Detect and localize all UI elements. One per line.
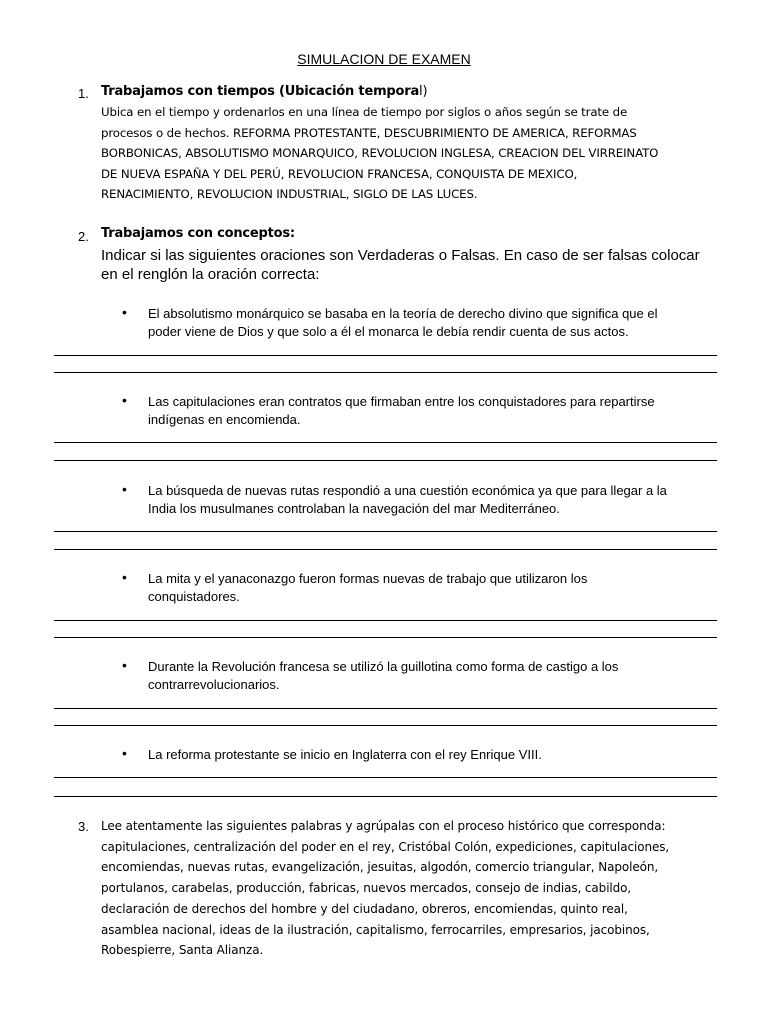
- bullet-icon: •: [122, 304, 127, 320]
- section-2-heading: Trabajamos con conceptos:: [101, 226, 295, 241]
- statement-line: La mita y el yanaconazgo fueron formas nuevas de trabajo que utilizaron los: [148, 571, 588, 586]
- section-3-body: [101, 816, 726, 961]
- answer-line[interactable]: [54, 355, 717, 356]
- answer-line[interactable]: [54, 549, 717, 550]
- statement-6: [148, 746, 718, 764]
- statement-line: Las capitulaciones eran contratos que firmaban entre los conquistadores para repartirse: [148, 394, 655, 409]
- answer-line[interactable]: [54, 637, 717, 638]
- statement-2: [148, 393, 718, 429]
- bullet-icon: •: [122, 657, 127, 673]
- answer-line[interactable]: [54, 708, 717, 709]
- section-1-line: DE NUEVA ESPAÑA Y DEL PERÚ, REVOLUCION FRANCESA, CONQUISTA DE MEXICO,: [101, 166, 578, 181]
- section-1-line: RENACIMIENTO, REVOLUCION INDUSTRIAL, SIGLO DE LAS LUCES.: [101, 187, 478, 202]
- page-title: SIMULACION DE EXAMEN: [297, 51, 471, 67]
- section-1-number: 1.: [78, 86, 89, 101]
- section-3-line: Robespierre, Santa Alianza.: [101, 943, 264, 958]
- section-2-instruction-line: Indicar si las siguientes oraciones son Verdaderas o Falsas. En caso de ser falsas colocar: [101, 247, 700, 264]
- section-1-line: BORBONICAS, ABSOLUTISMO MONARQUICO, REVOLUCION INGLESA, CREACION DEL VIRREINATO: [101, 146, 659, 161]
- bullet-icon: •: [122, 481, 127, 497]
- section-3-line: Lee atentamente las siguientes palabras y agrúpalas con el proceso histórico que corresponda:: [101, 819, 666, 833]
- section-2-instructions: [101, 246, 731, 284]
- bullet-icon: •: [122, 392, 127, 408]
- statement-line: indígenas en encomienda.: [148, 412, 301, 427]
- statement-line: La reforma protestante se inicio en Inglaterra con el rey Enrique VIII.: [148, 747, 542, 762]
- section-3-line: capitulaciones, centralización del poder en el rey, Cristóbal Colón, expediciones, capitulaciones,: [101, 839, 670, 854]
- section-2-number: 2.: [78, 229, 89, 244]
- section-3-line: asamblea nacional, ideas de la ilustración, capitalismo, ferrocarriles, empresarios, jacobinos,: [101, 922, 650, 937]
- answer-line[interactable]: [54, 531, 717, 532]
- section-2-instruction-line: en el renglón la oración correcta:: [101, 266, 320, 283]
- answer-line[interactable]: [54, 777, 717, 778]
- statement-3: [148, 482, 718, 518]
- section-3-line: portulanos, carabelas, producción, fabricas, nuevos mercados, consejo de indias, cabildo,: [101, 881, 632, 896]
- answer-line[interactable]: [54, 442, 717, 443]
- section-3-line: declaración de derechos del hombre y del ciudadano, obreros, encomiendas, quinto real,: [101, 901, 628, 916]
- statement-line: India los musulmanes controlaban la navegación del mar Mediterráneo.: [148, 501, 560, 516]
- section-1-heading: [101, 84, 427, 99]
- statement-4: [148, 570, 718, 606]
- statement-line: Durante la Revolución francesa se utilizó la guillotina como forma de castigo a los: [148, 659, 619, 674]
- section-3-line: encomiendas, nuevas rutas, evangelización, jesuitas, algodón, comercio triangular, Napoleón,: [101, 860, 659, 875]
- answer-line[interactable]: [54, 460, 717, 461]
- statement-5: [148, 658, 718, 694]
- answer-line[interactable]: [54, 620, 717, 621]
- statement-line: poder viene de Dios y que solo a él el monarca le debía rendir cuenta de sus actos.: [148, 324, 629, 339]
- answer-line[interactable]: [54, 725, 717, 726]
- statement-line: El absolutismo monárquico se basaba en la teoría de derecho divino que significa que el: [148, 306, 658, 321]
- section-3-number: 3.: [78, 819, 89, 834]
- section-1-line: procesos o de hechos. REFORMA PROTESTANTE, DESCUBRIMIENTO DE AMERICA, REFORMAS: [101, 125, 637, 140]
- statement-line: conquistadores.: [148, 589, 240, 604]
- section-1-heading-tail: l): [419, 84, 428, 99]
- section-1-line: Ubica en el tiempo y ordenarlos en una línea de tiempo por siglos o años según se trate de: [101, 105, 628, 119]
- bullet-icon: •: [122, 745, 127, 761]
- statement-1: [148, 305, 718, 341]
- section-1-heading-bold: Trabajamos con tiempos (Ubicación tempora: [101, 84, 420, 99]
- answer-line[interactable]: [54, 796, 717, 797]
- statement-line: contrarrevolucionarios.: [148, 677, 280, 692]
- answer-line[interactable]: [54, 372, 717, 373]
- statement-line: La búsqueda de nuevas rutas respondió a una cuestión económica ya que para llegar a la: [148, 483, 667, 498]
- section-1-body: [101, 102, 741, 205]
- bullet-icon: •: [122, 569, 127, 585]
